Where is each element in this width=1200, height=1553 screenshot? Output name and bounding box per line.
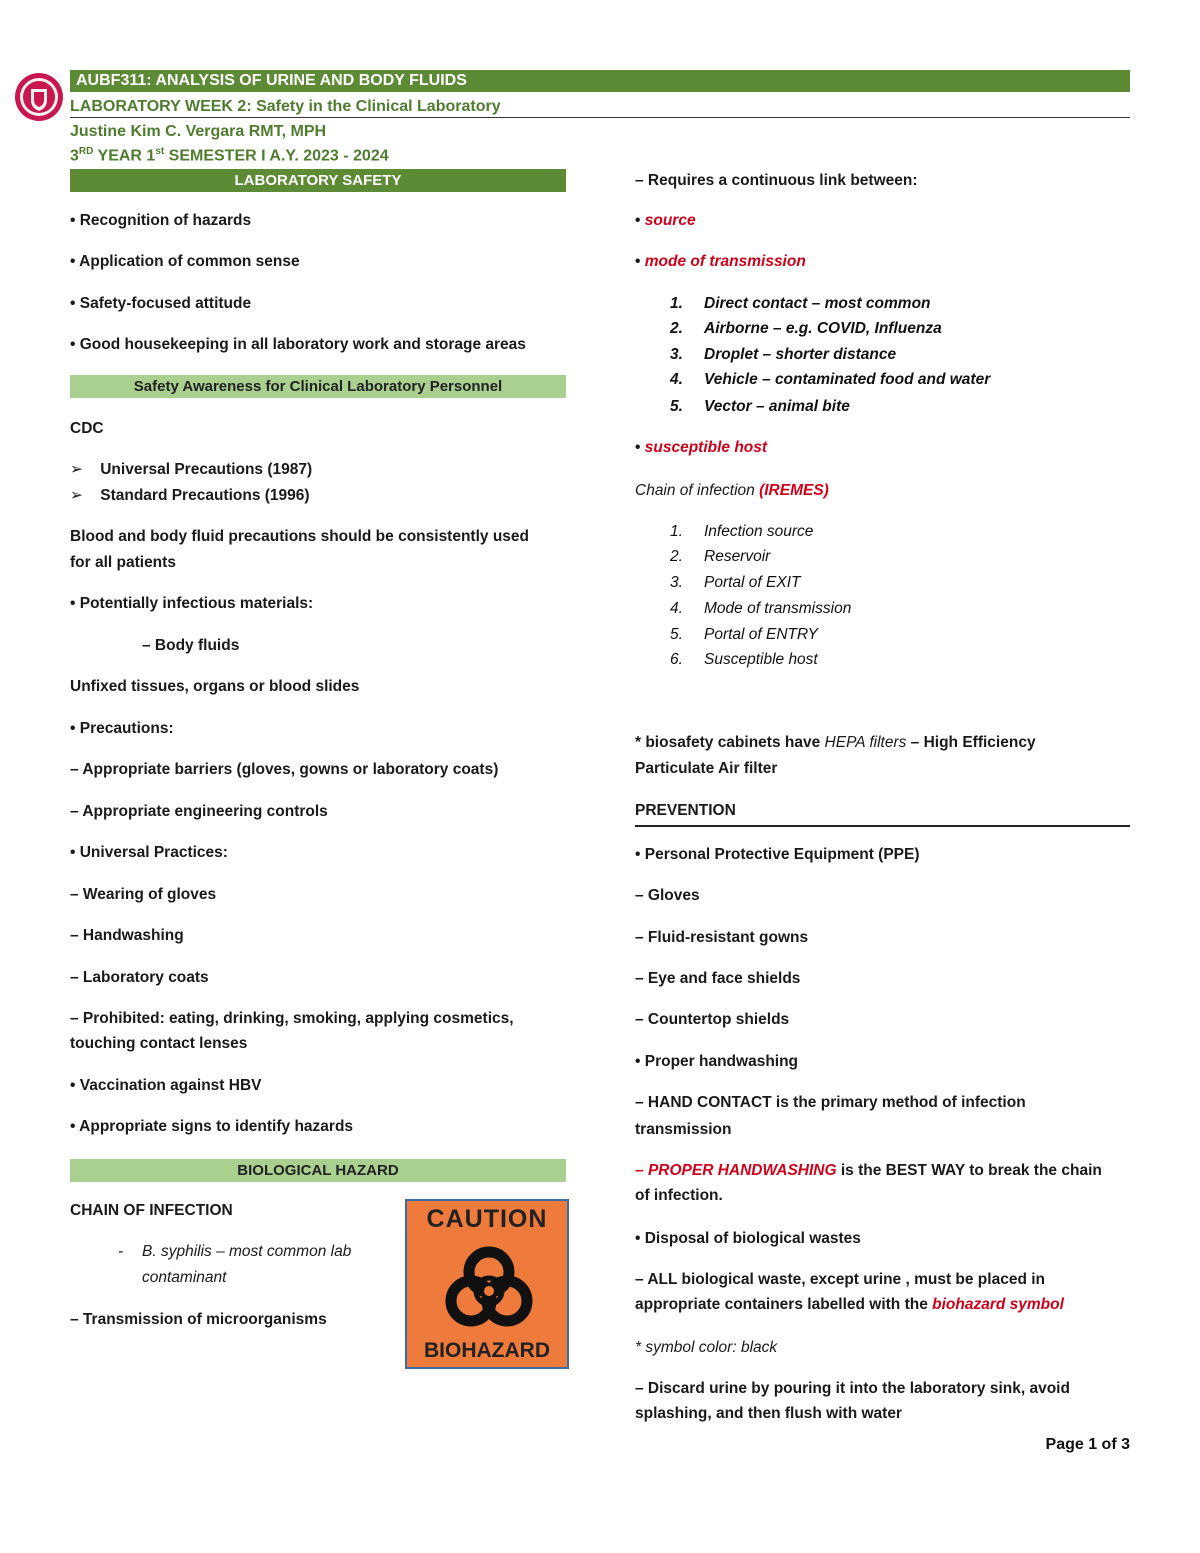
- list-item: • susceptible host: [635, 439, 768, 456]
- list-item: 5. Portal of ENTRY: [670, 626, 818, 643]
- list-item: • Proper handwashing: [635, 1053, 799, 1070]
- list-item: 5. Vector – animal bite: [670, 398, 850, 415]
- list-item: splashing, and then flush with water: [635, 1405, 902, 1422]
- list-item: • source: [635, 212, 696, 229]
- list-item: – Appropriate barriers (gloves, gowns or laboratory coats): [70, 761, 499, 778]
- sign-caution-text: CAUTION: [426, 1205, 548, 1233]
- list-item: of infection.: [635, 1187, 723, 1204]
- semester-line: 3RD YEAR 1st SEMESTER I A.Y. 2023 - 2024: [70, 146, 389, 165]
- list-item: – Laboratory coats: [70, 969, 209, 986]
- list-item: – Discard urine by pouring it into the laboratory sink, avoid: [635, 1380, 1070, 1397]
- lab-week-title: LABORATORY WEEK 2: Safety in the Clinical Laboratory: [70, 96, 1130, 118]
- arrow-bullet-icon: ➢: [70, 487, 83, 504]
- list-item: 1. Direct contact – most common: [670, 295, 931, 312]
- list-item: 3. Droplet – shorter distance: [670, 346, 897, 363]
- list-item: * symbol color: black: [635, 1339, 778, 1356]
- paragraph: Unfixed tissues, organs or blood slides: [70, 678, 360, 695]
- list-item: • Disposal of biological wastes: [635, 1230, 861, 1247]
- list-item: • Personal Protective Equipment (PPE): [635, 846, 920, 863]
- list-item: – HAND CONTACT is the primary method of infection: [635, 1094, 1026, 1111]
- list-item: touching contact lenses: [70, 1035, 248, 1052]
- biohazard-sign: [405, 1199, 569, 1369]
- paragraph: Blood and body fluid precautions should be consistently used: [70, 528, 530, 545]
- list-item: ➢ Universal Precautions (1987): [70, 461, 313, 478]
- list-item: • Appropriate signs to identify hazards: [70, 1118, 354, 1135]
- awareness-heading: Safety Awareness for Clinical Laboratory Personnel: [70, 375, 566, 398]
- list-item: • Safety-focused attitude: [70, 295, 252, 312]
- list-item: – Body fluids: [142, 637, 240, 654]
- list-item: 4. Vehicle – contaminated food and water: [670, 371, 991, 388]
- list-item: – Eye and face shields: [635, 970, 801, 987]
- page-number: Page 1 of 3: [1045, 1436, 1130, 1453]
- list-item: 1. Infection source: [670, 523, 814, 540]
- list-item: – Prohibited: eating, drinking, smoking, applying cosmetics,: [70, 1010, 514, 1027]
- list-item: • Application of common sense: [70, 253, 300, 270]
- list-item: 3. Portal of EXIT: [670, 574, 801, 591]
- course-title: AUBF311: ANALYSIS OF URINE AND BODY FLUIDS: [70, 70, 1130, 92]
- list-item: appropriate containers labelled with the biohazard symbol: [635, 1296, 1064, 1313]
- list-item: 4. Mode of transmission: [670, 600, 852, 617]
- chain-of-infection-label: Chain of infection (IREMES): [635, 482, 829, 499]
- bio-hazard-heading: BIOLOGICAL HAZARD: [70, 1159, 566, 1182]
- list-item: • mode of transmission: [635, 253, 806, 270]
- list-item: – Appropriate engineering controls: [70, 803, 328, 820]
- arrow-bullet-icon: ➢: [70, 461, 83, 478]
- biohazard-icon: [429, 1239, 549, 1339]
- list-item: – Transmission of microorganisms: [70, 1311, 327, 1328]
- list-item: • Vaccination against HBV: [70, 1077, 262, 1094]
- paragraph: Particulate Air filter: [635, 760, 778, 777]
- list-item: – Handwashing: [70, 927, 184, 944]
- list-item: transmission: [635, 1121, 732, 1138]
- divider: [635, 825, 1130, 827]
- cdc-label: CDC: [70, 420, 104, 437]
- list-item: • Recognition of hazards: [70, 212, 252, 229]
- list-item: B. syphilis – most common lab: [142, 1243, 352, 1260]
- list-item: – ALL biological waste, except urine , must be placed in: [635, 1271, 1045, 1288]
- list-item: • Precautions:: [70, 720, 174, 737]
- list-item: – Countertop shields: [635, 1011, 790, 1028]
- lab-safety-heading: LABORATORY SAFETY: [70, 169, 566, 192]
- list-item: – Fluid-resistant gowns: [635, 929, 809, 946]
- list-item: • Good housekeeping in all laboratory work and storage areas: [70, 336, 526, 353]
- list-item: • Universal Practices:: [70, 844, 228, 861]
- list-item: 2. Reservoir: [670, 548, 771, 565]
- list-item: – PROPER HANDWASHING is the BEST WAY to break the chain: [635, 1162, 1102, 1179]
- list-item: – Requires a continuous link between:: [635, 172, 918, 189]
- university-seal-icon: [14, 70, 64, 124]
- list-item: 2. Airborne – e.g. COVID, Influenza: [670, 320, 942, 337]
- list-item: ➢ Standard Precautions (1996): [70, 487, 310, 504]
- list-bullet: -: [118, 1243, 124, 1260]
- list-item: 6. Susceptible host: [670, 651, 818, 668]
- paragraph: * biosafety cabinets have HEPA filters – High Efficiency: [635, 734, 1036, 751]
- list-item: – Wearing of gloves: [70, 886, 217, 903]
- paragraph: for all patients: [70, 554, 176, 571]
- list-item: • Potentially infectious materials:: [70, 595, 314, 612]
- instructor-name: Justine Kim C. Vergara RMT, MPH: [70, 123, 327, 140]
- chain-label: CHAIN OF INFECTION: [70, 1202, 233, 1219]
- sign-biohazard-text: BIOHAZARD: [424, 1339, 550, 1362]
- list-item: contaminant: [142, 1269, 227, 1286]
- list-item: – Gloves: [635, 887, 700, 904]
- prevention-heading: PREVENTION: [635, 802, 736, 819]
